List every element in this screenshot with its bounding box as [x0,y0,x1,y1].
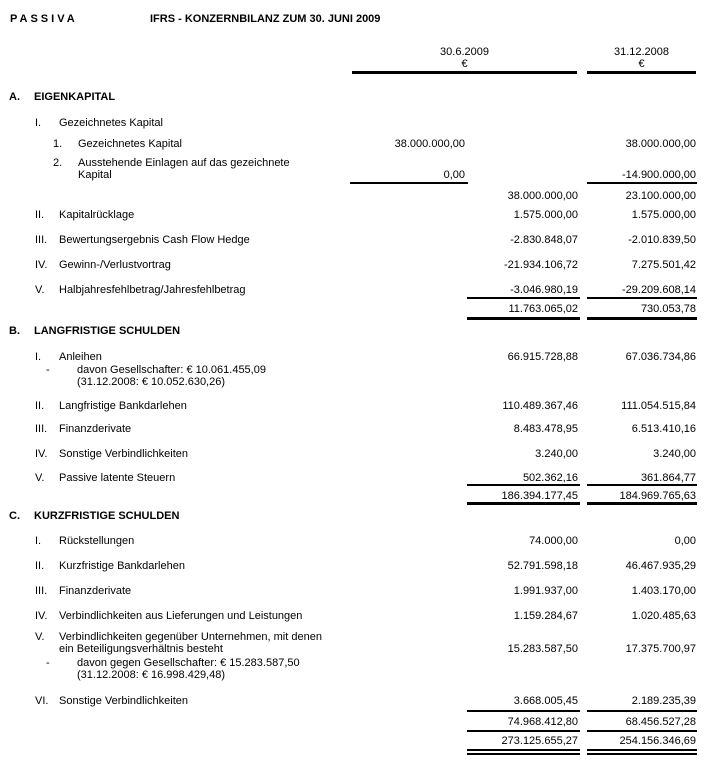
row-label: Langfristige Bankdarlehen [59,400,187,412]
row-note-line1: davon Gesellschafter: € 10.061.455,09 [77,364,266,376]
section-total-2008: 68.456.527,28 [625,716,696,728]
value-2008: 361.864,77 [640,472,696,484]
total-rule-2008 [587,297,697,299]
section-total-2009: 186.394.177,45 [501,490,578,502]
section-title: EIGENKAPITAL [34,91,116,103]
value-2009: 1.159.284,67 [513,610,578,622]
note-dash: - [46,657,50,669]
row-num: II. [35,560,45,572]
value-2009: 1.575.000,00 [513,209,578,221]
value-2008: 1.575.000,00 [631,209,696,221]
column-unit-2009: € [461,58,468,70]
section-letter: A. [9,91,20,103]
row-num: 1. [53,138,63,150]
row-label-line1: Ausstehende Einlagen auf das gezeichnete [78,157,290,169]
row-label: Finanzderivate [59,423,132,435]
row-num: II. [35,209,45,221]
row-num: IV. [35,259,48,271]
value-2008: 17.375.700,97 [625,643,696,655]
note-dash: - [46,364,50,376]
section-total-rule-2008 [587,317,697,320]
value-2008: 3.240,00 [653,448,696,460]
row-num: 2. [53,157,63,169]
value-2008: -2.010.839,50 [628,234,696,246]
row-label: Gezeichnetes Kapital [78,138,182,150]
section-title: KURZFRISTIGE SCHULDEN [34,510,180,522]
grand-total-2009: 273.125.655,27 [501,735,578,747]
total-rule-2008 [587,484,697,486]
row-num: I. [35,351,42,363]
value-2009: 38.000.000,00 [394,138,465,150]
value-2009: 502.362,16 [522,472,578,484]
value-2008: 1.020.485,63 [631,610,696,622]
value-2008: -29.209.608,14 [621,284,696,296]
row-label-line1: Verbindlichkeiten gegenüber Unternehmen, mit denen [59,631,322,643]
value-2008: 7.275.501,42 [631,259,696,271]
total-rule-2009 [467,484,580,486]
section-total-2008: 184.969.765,63 [619,490,696,502]
value-2009: 8.483.478,95 [513,423,578,435]
value-2009: 66.915.728,88 [507,351,578,363]
header-rule-2009 [352,71,577,74]
row-label: Kurzfristige Bankdarlehen [59,560,185,572]
row-label: Passive latente Steuern [59,472,176,484]
row-note-line2: (31.12.2008: € 10.052.630,26) [77,376,226,388]
section-total-rule-2009 [467,502,580,505]
section-total-rule-2009 [467,317,580,320]
value-2009: 0,00 [443,169,465,181]
grand-total-rule-bottom-2008 [587,753,697,755]
row-label: Verbindlichkeiten aus Lieferungen und Leistungen [59,610,303,622]
value-2009: 1.991.937,00 [513,585,578,597]
row-label: Sonstige Verbindlichkeiten [59,695,189,707]
column-date-2008: 31.12.2008 [613,46,670,58]
row-num: IV. [35,610,48,622]
row-label-line2: ein Beteiligungsverhältnis besteht [59,643,223,655]
total-rule-2008 [587,710,697,712]
row-num: V. [35,472,45,484]
row-label: Sonstige Verbindlichkeiten [59,448,189,460]
row-num: VI. [35,695,49,707]
row-num: V. [35,284,45,296]
row-label: Finanzderivate [59,585,132,597]
row-num: III. [35,234,48,246]
section-total-2009: 74.968.412,80 [507,716,578,728]
grand-total-2008: 254.156.346,69 [619,735,696,747]
row-num: III. [35,423,48,435]
value-2009: -3.046.980,19 [510,284,578,296]
row-num: I. [35,117,42,129]
section-title: LANGFRISTIGE SCHULDEN [34,325,181,337]
section-letter: C. [9,510,20,522]
value-2009: 52.791.598,18 [507,560,578,572]
row-num: V. [35,631,45,643]
section-total-2009: 11.763.065,02 [508,303,578,315]
row-label: Kapitalrücklage [59,209,135,221]
row-label: Gewinn-/Verlustvortrag [59,259,171,271]
column-unit-2008: € [638,58,645,70]
value-2008: 1.403.170,00 [631,585,696,597]
value-2008: 67.036.734,86 [625,351,696,363]
value-2009: -2.830.848,07 [510,234,578,246]
section-total-2008: 730.053,78 [640,303,696,315]
row-num: I. [35,535,42,547]
grand-total-rule-top-2009 [467,749,580,751]
value-2008: 46.467.935,29 [625,560,696,572]
row-note-line2: (31.12.2008: € 16.998.429,48) [77,669,226,681]
value-2009: 74.000,00 [529,535,578,547]
value-2008: 2.189.235,39 [631,695,696,707]
value-2009: 15.283.587,50 [507,643,578,655]
total-rule-2009 [467,710,580,712]
grand-total-rule-bottom-2009 [467,753,580,755]
page-title: IFRS - KONZERNBILANZ ZUM 30. JUNI 2009 [150,13,381,25]
row-num: II. [35,400,45,412]
section-total-rule-2008 [587,502,697,505]
grand-total-rule-top-2008 [587,749,697,751]
total-rule-2009 [467,297,580,299]
passiva-label: PASSIVA [10,13,78,25]
row-label: Halbjahresfehlbetrag/Jahresfehlbetrag [59,284,246,296]
value-2008: 0,00 [674,535,696,547]
row-num: III. [35,585,48,597]
column-date-2009: 30.6.2009 [440,46,489,58]
value-2009: 3.668.005,45 [513,695,578,707]
value-2009: 3.240,00 [535,448,578,460]
value-2009: -21.934.106,72 [503,259,578,271]
section-letter: B. [9,325,20,337]
value-2008: 111.054.515,84 [621,400,696,412]
subtotal-2008: 23.100.000,00 [625,190,696,202]
value-2008: -14.900.000,00 [621,169,696,181]
subtotal-rule-2009 [350,182,468,184]
row-label: Rückstellungen [59,535,135,547]
row-note-line1: davon gegen Gesellschafter: € 15.283.587,50 [77,657,300,669]
value-2009: 110.489.367,46 [502,400,578,412]
section-total-rule-2008 [587,730,697,732]
row-num: IV. [35,448,48,460]
value-2008: 6.513.410,16 [631,423,696,435]
header-rule-2008 [587,71,696,74]
row-label: Bewertungsergebnis Cash Flow Hedge [59,234,250,246]
value-2008: 38.000.000,00 [625,138,696,150]
row-label: Gezeichnetes Kapital [59,117,163,129]
subtotal-rule-2008 [587,182,697,184]
row-label: Anleihen [59,351,102,363]
subtotal-2009: 38.000.000,00 [507,190,578,202]
section-total-rule-2009 [467,730,580,732]
row-label-line2: Kapital [78,169,112,181]
